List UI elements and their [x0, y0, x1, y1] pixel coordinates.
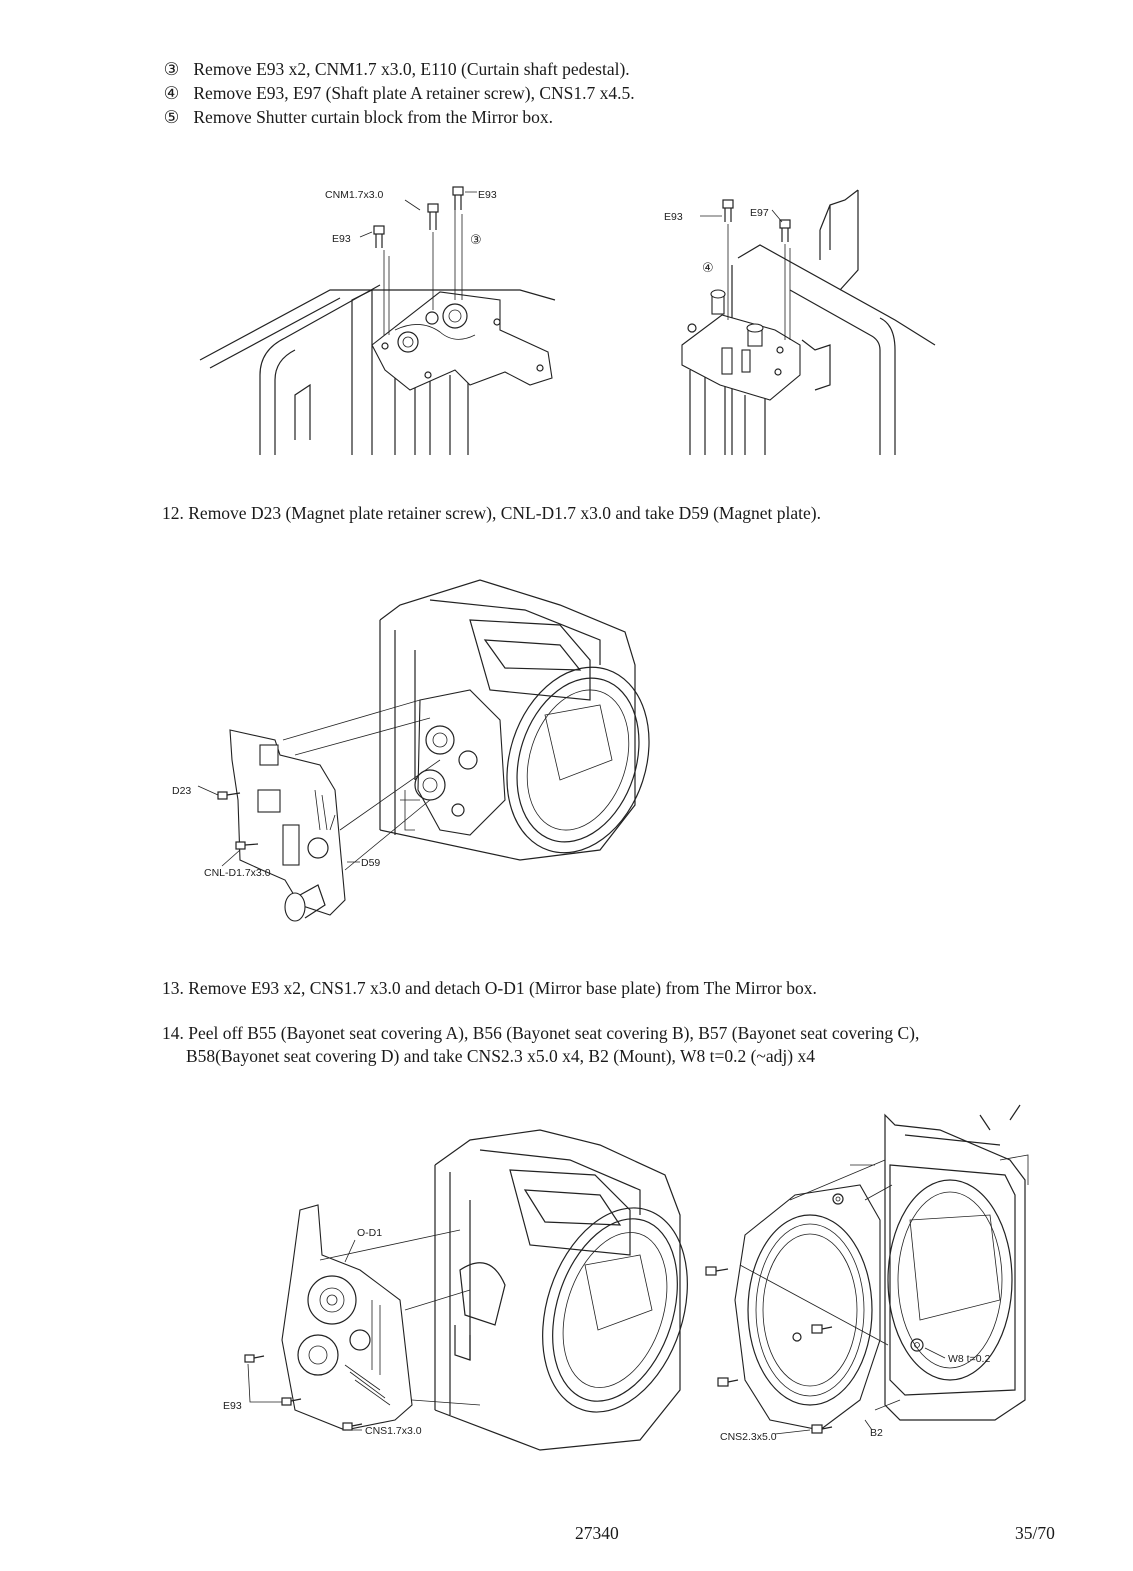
- fig5-b2-label: B2: [870, 1427, 883, 1439]
- fig5-cns-label: CNS2.3x5.0: [720, 1431, 777, 1443]
- footer-doc-number: 27340: [575, 1523, 619, 1543]
- fig3-cnl-label: CNL-D1.7x3.0: [204, 867, 271, 879]
- fig5-w8-label: W8 t=0.2: [948, 1353, 991, 1365]
- step-5-marker: ⑤: [163, 107, 180, 127]
- footer-page-number: 35/70: [1015, 1523, 1055, 1543]
- fig1-cnm-label: CNM1.7x3.0: [325, 189, 384, 201]
- fig4-e93-label: E93: [223, 1400, 242, 1412]
- fig3-d23-label: D23: [172, 785, 192, 797]
- fig4-od1-label: O-D1: [357, 1227, 383, 1239]
- fig2-e97-label: E97: [750, 207, 769, 219]
- step-3-text: Remove E93 x2, CNM1.7 x3.0, E110 (Curtain shaft pedestal).: [193, 59, 630, 79]
- fig1-e93-top-label: E93: [478, 189, 497, 201]
- figure-shutter-curtain-pedestal: [200, 187, 555, 455]
- fig1-e93-left-label: E93: [332, 233, 351, 245]
- figure-shaft-plate: [682, 190, 935, 455]
- figure-mount: [706, 1105, 1028, 1434]
- step-14-line-2: B58(Bayonet seat covering D) and take CNS2.3 x5.0 x4, B2 (Mount), W8 t=0.2 (~adj) x4: [186, 1046, 815, 1066]
- fig4-cns-label: CNS1.7x3.0: [365, 1425, 422, 1437]
- fig3-d59-label: D59: [361, 857, 381, 869]
- step-5-text: Remove Shutter curtain block from the Mirror box.: [193, 107, 554, 127]
- step-14-line-1: 14. Peel off B55 (Bayonet seat covering A), B56 (Bayonet seat covering B), B57 (Bayonet seat covering C),: [162, 1023, 920, 1043]
- fig1-step-marker: ③: [470, 232, 482, 247]
- step-3-marker: ③: [163, 59, 180, 79]
- fig2-step-marker: ④: [702, 260, 714, 275]
- figure-mirror-base-plate: [245, 1130, 712, 1450]
- step-13: 13. Remove E93 x2, CNS1.7 x3.0 and detach O-D1 (Mirror base plate) from The Mirror box.: [162, 978, 817, 998]
- step-4-marker: ④: [163, 83, 180, 103]
- step-12: 12. Remove D23 (Magnet plate retainer screw), CNL-D1.7 x3.0 and take D59 (Magnet plate).: [162, 503, 821, 523]
- fig2-e93-label: E93: [664, 211, 683, 223]
- step-4-text: Remove E93, E97 (Shaft plate A retainer screw), CNS1.7 x4.5.: [193, 83, 635, 103]
